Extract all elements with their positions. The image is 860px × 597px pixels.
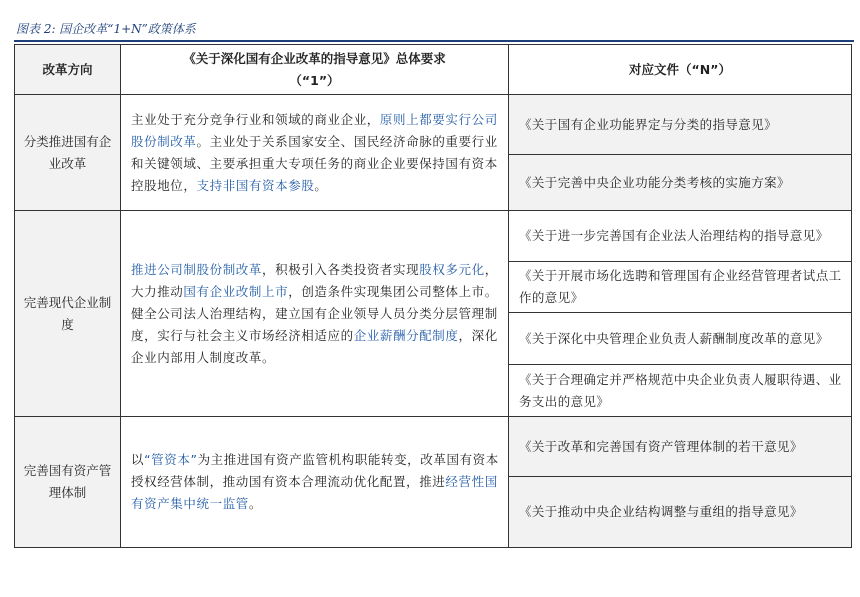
highlight-text: 经营性国有资产集中统一监管 [131,474,498,511]
header-direction: 改革方向 [15,45,121,95]
text-span: 。主业处于关系国家安全、国民经济命脉的重要行业和关键领域、主要承担重大专项任务的商业企业要保持国有资本控股地位， [131,133,498,193]
header-requirements-line2: （“1”） [289,72,340,88]
highlight-text: 国有企业改制上市 [183,283,289,299]
document-item: 《关于进一步完善国有企业法人治理结构的指导意见》 [509,211,851,262]
document-item: 《关于改革和完善国有资产管理体制的若干意见》 [509,417,851,477]
document-item: 《关于合理确定并严格规范中央企业负责人履职待遇、业务支出的意见》 [509,365,851,417]
text-span: 主业处于充分竞争行业和领域的商业企业， [131,111,380,127]
header-requirements [121,45,509,95]
highlight-text: 支持非国有资本参股 [196,177,315,193]
requirement-text [121,95,509,211]
direction-cell: 完善现代企业制度 [15,211,121,417]
text-span: 以 [131,452,145,467]
direction-cell: 分类推进国有企业改革 [15,95,121,211]
highlight-text: “管资本” [144,452,198,467]
document-item: 《关于推动中央企业结构调整与重组的指导意见》 [509,477,851,547]
text-span: 。 [314,177,328,193]
caption-rule [14,40,854,42]
document-item: 《关于完善中央企业功能分类考核的实施方案》 [509,155,851,211]
direction-cell: 完善国有资产管理体制 [15,417,121,547]
figure-caption: 图表 2: 国企改革“1+N”政策体系 [16,22,196,36]
highlight-text: 推进公司制股份制改革 [131,261,263,277]
highlight-text: 股权多元化 [419,261,485,277]
highlight-text: 企业薪酬分配制度 [353,327,459,343]
text-span: ，创造条件实现集团公司整体上市。健全公司法人治理结构，建立国有企业领导人员分类分层管理制度，实行与社会主义市场经济相适应的 [131,283,498,343]
document-item: 《关于国有企业功能界定与分类的指导意见》 [509,95,851,155]
document-item: 《关于开展市场化选聘和管理国有企业经营管理者试点工作的意见》 [509,262,851,313]
text-span: 。 [248,496,263,511]
text-span: ，深化企业内部用人制度改革。 [131,327,498,365]
policy-table [14,44,852,548]
text-span: ，大力推动 [131,261,498,299]
document-item: 《关于深化中央管理企业负责人薪酬制度改革的意见》 [509,313,851,365]
text-span: 为主推进国有资产监管机构职能转变，改革国有资本授权经营体制，推动国有资本合理流动优化配置，推进 [131,452,499,489]
highlight-text: 原则上都要实行公司股份制改革 [131,111,498,149]
requirement-text [121,211,509,417]
header-documents: 对应文件（“N”） [509,45,851,95]
text-span: ，积极引入各类投资者实现 [262,261,420,277]
requirement-text [121,417,509,547]
header-requirements-line1: 《关于深化国有企业改革的指导意见》总体要求 [183,50,446,66]
